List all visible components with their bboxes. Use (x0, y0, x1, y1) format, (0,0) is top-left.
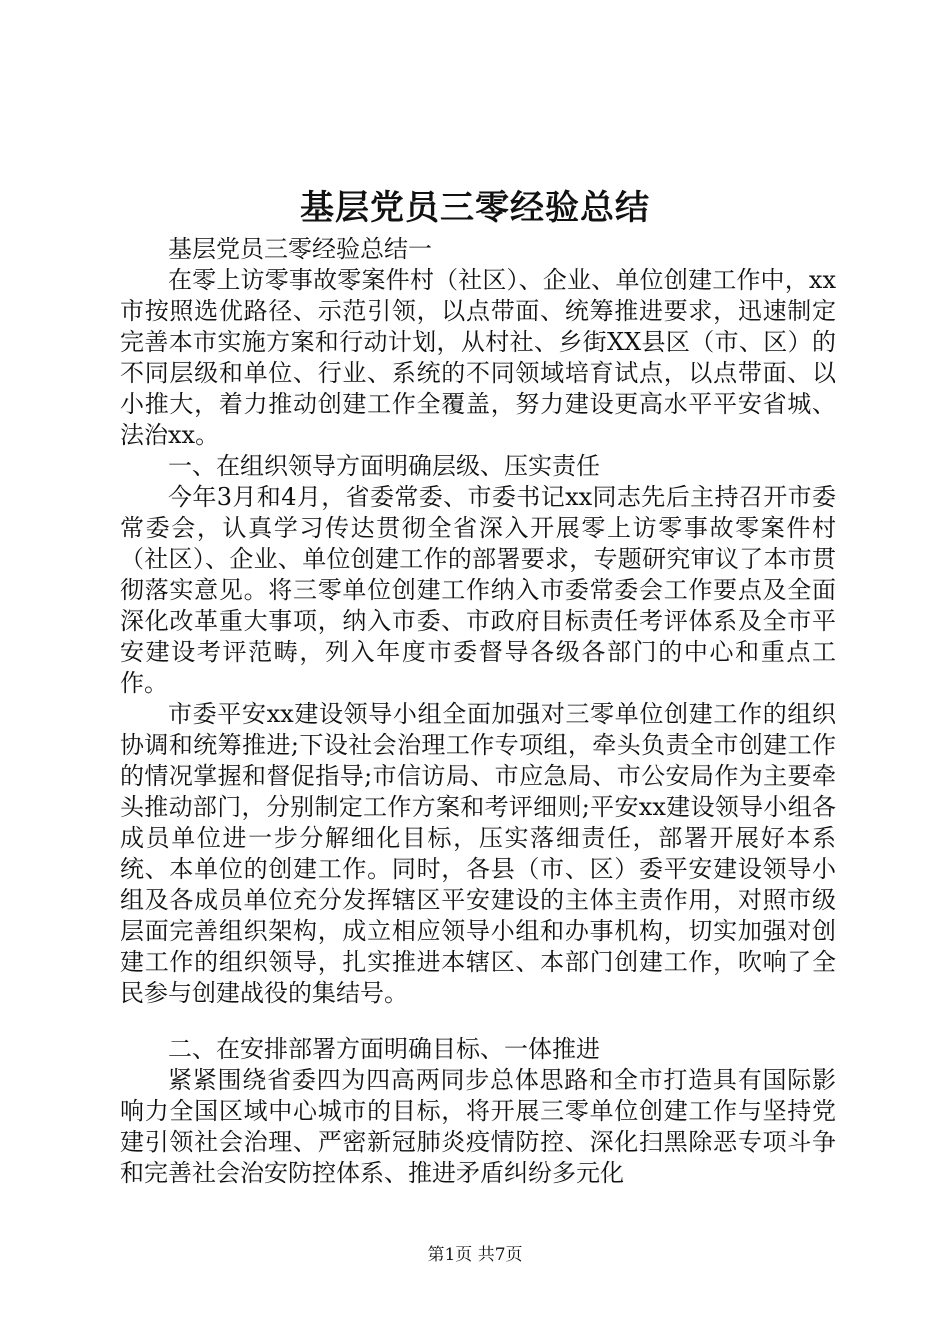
body-paragraph: 紧紧围绕省委四为四高两同步总体思路和全市打造具有国际影响力全国区域中心城市的目标，将开展三零单位创建工作与坚持党建引领社会治理、严密新冠肺炎疫情防控、深化扫黑除恶专项斗争和完善社会治安防控体系、推进矛盾纠纷多元化 (120, 1066, 836, 1187)
subtitle-paragraph: 基层党员三零经验总结一 (168, 235, 432, 263)
document-body (120, 234, 836, 1189)
section-heading: 二、在安排部署方面明确目标、一体推进 (168, 1035, 600, 1063)
paragraph-gap (120, 1009, 836, 1034)
page-number-footer: 第1页 共7页 (427, 1245, 523, 1265)
body-paragraph: 今年3月和4月，省委常委、市委书记xx同志先后主持召开市委常委会，认真学习传达贯彻全省深入开展零上访零事故零案件村（社区）、企业、单位创建工作的部署要求，专题研究审议了本市贯彻落实意见。将三零单位创建工作纳入市委常委会工作要点及全面深化改革重大事项，纳入市委、市政府目标责任考评体系及全市平安建设考评范畴，列入年度市委督导各级各部门的中心和重点工作。 (120, 483, 836, 697)
section-heading: 一、在组织领导方面明确层级、压实责任 (168, 452, 600, 480)
body-paragraph: 市委平安xx建设领导小组全面加强对三零单位创建工作的组织协调和统筹推进;下设社会治理工作专项组，牵头负责全市创建工作的情况掌握和督促指导;市信访局、市应急局、市公安局作为主要牵头推动部门，分别制定工作方案和考评细则;平安xx建设领导小组各成员单位进一步分解细化目标，压实落细责任，部署开展好本系统、本单位的创建工作。同时，各县（市、区）委平安建设领导小组及各成员单位充分发挥辖区平安建设的主体主责作用，对照市级层面完善组织架构，成立相应领导小组和办事机构，切实加强对创建工作的组织领导，扎实推进本辖区、本部门创建工作，吹响了全民参与创建战役的集结号。 (120, 700, 836, 1007)
body-paragraph: 在零上访零事故零案件村（社区）、企业、单位创建工作中，xx市按照选优路径、示范引领，以点带面、统筹推进要求，迅速制定完善本市实施方案和行动计划，从村社、乡街XX县区（市、区）的不同层级和单位、行业、系统的不同领域培育试点，以点带面、以小推大，着力推动创建工作全覆盖，努力建设更高水平平安省城、法治xx。 (120, 266, 836, 449)
document-title: 基层党员三零经验总结 (300, 188, 650, 228)
